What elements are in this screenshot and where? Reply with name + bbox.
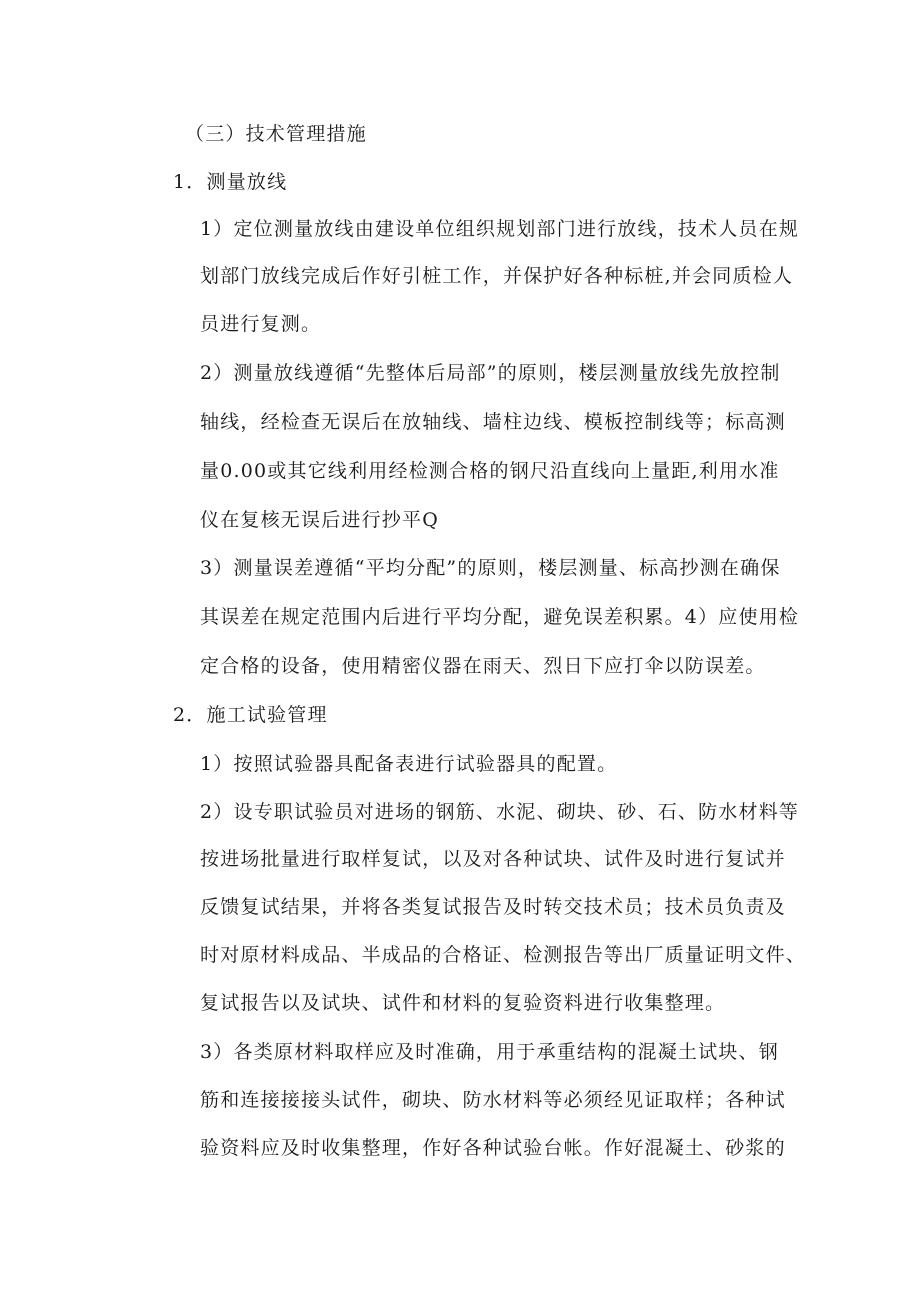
paragraph-line: 划部门放线完成后作好引桩工作，并保护好各种标桩,并会同质检人 [200, 265, 794, 287]
paragraph-line: 筋和连接接接头试件，砌块、防水材料等必须经见证取样；各种试 [200, 1089, 786, 1111]
paragraph-line: 3）测量误差遵循“平均分配”的原则，楼层测量、标高抄测在确保 [200, 557, 781, 579]
paragraph-line: 验资料应及时收集整理，作好各种试验台帐。作好混凝土、砂浆的 [200, 1137, 786, 1159]
heading-survey-layout: 1．测量放线 [173, 171, 288, 193]
paragraph-line: 其误差在规定范围内后进行平均分配，避免误差积累。4）应使用检 [200, 606, 800, 628]
paragraph-line: 按进场批量进行取样复试，以及对各种试块、试件及时进行复试并 [200, 848, 786, 870]
paragraph-line: 1）定位测量放线由建设单位组织规划部门进行放线，技术人员在规 [200, 218, 800, 240]
heading-construction-testing: 2．施工试验管理 [173, 704, 328, 726]
section-title: （三）技术管理措施 [185, 123, 367, 145]
paragraph-line: 反馈复试结果，并将各类复试报告及时转交技术员；技术员负责及 [200, 896, 786, 918]
paragraph-line: 员进行复测。 [200, 313, 322, 335]
paragraph-line: 复试报告以及试块、试件和材料的复验资料进行收集整理。 [200, 992, 726, 1014]
paragraph-line: 轴线，经检查无误后在放轴线、墙柱边线、模板控制线等；标高测 [200, 411, 786, 433]
paragraph-line: 2）设专职试验员对进场的钢筋、水泥、砌块、砂、石、防水材料等 [200, 801, 800, 823]
paragraph-line: 1）按照试验器具配备表进行试验器具的配置。 [200, 753, 618, 775]
paragraph-line: 量0.00或其它线利用经检测合格的钢尺沿直线向上量距,利用水准 [200, 460, 780, 482]
paragraph-line: 时对原材料成品、半成品的合格证、检测报告等出厂质量证明文件、 [200, 944, 807, 966]
paragraph-line: 3）各类原材料取样应及时准确，用于承重结构的混凝土试块、钢 [200, 1041, 779, 1063]
paragraph-line: 定合格的设备，使用精密仪器在雨天、烈日下应打伞以防误差。 [200, 655, 766, 677]
paragraph-line: 2）测量放线遵循“先整体后局部”的原则，楼层测量放线先放控制 [200, 362, 781, 384]
paragraph-line: 仪在复核无误后进行抄平Q [200, 509, 439, 531]
